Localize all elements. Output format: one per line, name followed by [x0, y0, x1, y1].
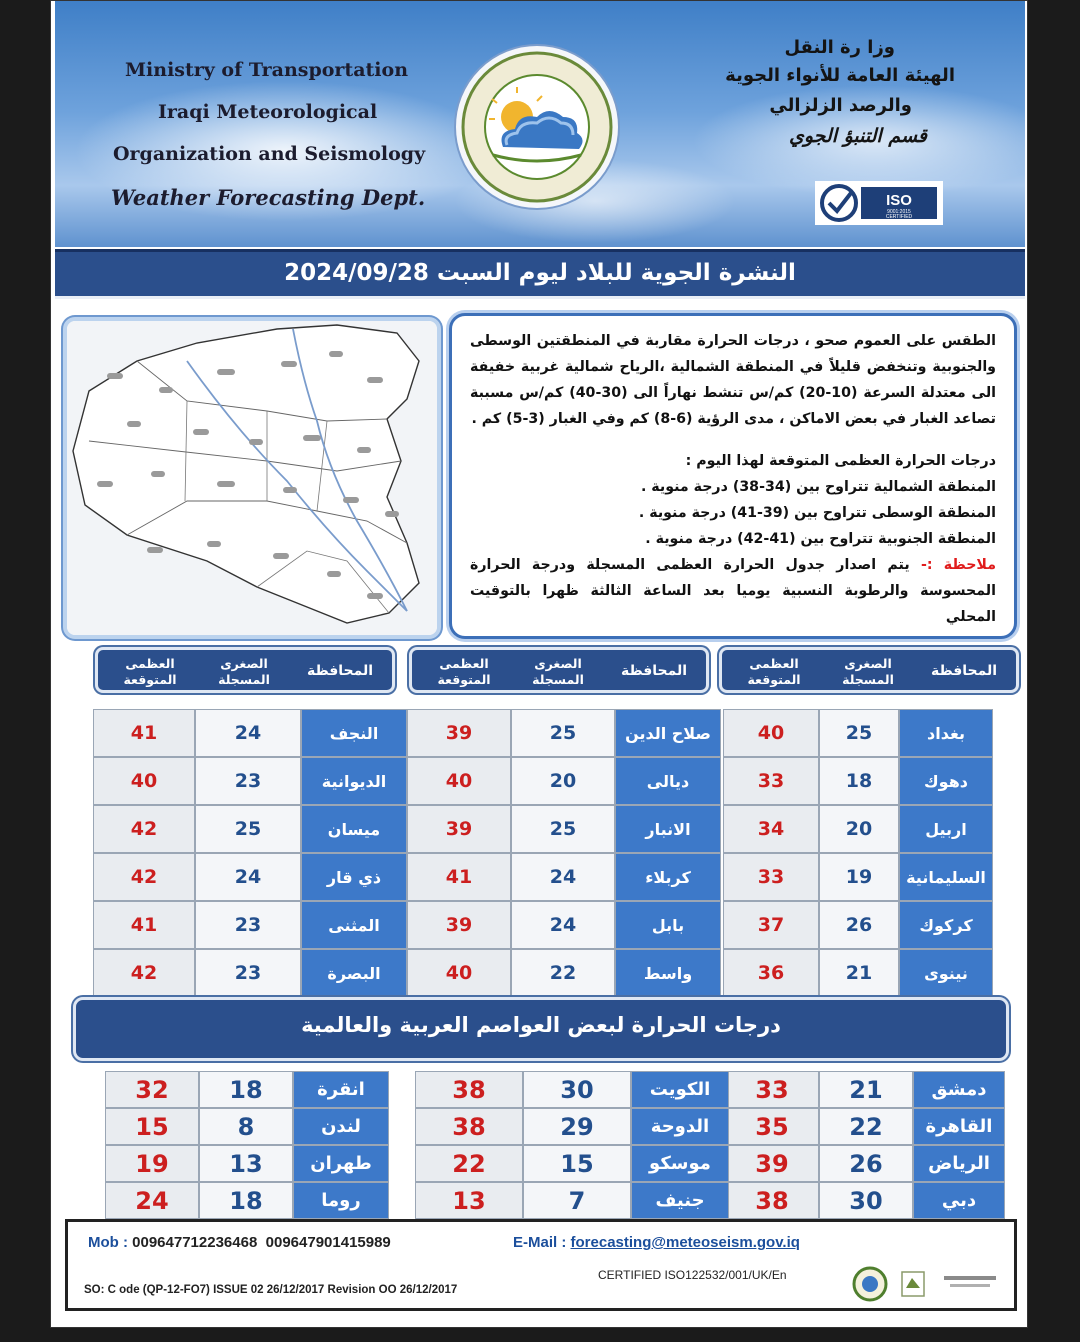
max-temp-cell: 33 [725, 1071, 819, 1108]
header-province: المحافظة [306, 663, 374, 679]
header-province: المحافظة [930, 663, 998, 679]
max-temp-cell: 40 [407, 949, 511, 997]
min-temp-cell: 26 [819, 1145, 913, 1182]
table-row [105, 1145, 389, 1182]
north-region: المنطقة الشمالية تتراوح بين (34-38) درجة منوية . [640, 479, 996, 495]
min-temp-cell: 7 [523, 1182, 631, 1219]
max-temp-cell: 39 [407, 805, 511, 853]
min-temp-cell: 25 [511, 805, 615, 853]
min-temp-cell: 25 [819, 709, 899, 757]
dept-ar: قسم التنبؤ الجوي [788, 125, 927, 147]
max-temp-cell: 41 [93, 901, 195, 949]
max-temp-cell: 41 [93, 709, 195, 757]
province-name-cell: المثنى [301, 901, 407, 949]
table-row [725, 1071, 1005, 1108]
min-temp-cell: 23 [195, 757, 301, 805]
max-temp-cell: 38 [725, 1182, 819, 1219]
table-row [105, 1182, 389, 1219]
max-temp-cell: 35 [725, 1108, 819, 1145]
province-name-cell: البصرة [301, 949, 407, 997]
min-temp-cell: 18 [199, 1182, 293, 1219]
province-name-cell: السليمانية [899, 853, 993, 901]
middle-region: المنطقة الوسطى تتراوح بين (39-41) درجة منوية . [638, 505, 996, 521]
org-ar-line2: والرصد الزلزالي [769, 95, 912, 116]
min-temp-cell: 13 [199, 1145, 293, 1182]
province-name-cell: صلاح الدين [615, 709, 721, 757]
table-row [407, 949, 721, 997]
bulletin-title: النشرة الجوية للبلاد ليوم السبت 2024/09/28 [284, 260, 796, 286]
table-row [407, 805, 721, 853]
table-row [725, 1182, 1005, 1219]
table-row [725, 1145, 1005, 1182]
table-header-middle [409, 647, 709, 693]
table-row [93, 757, 407, 805]
ministry-en: Ministry of Transportation [125, 59, 409, 81]
mobile-number-1[interactable]: 009647712236468 [132, 1234, 258, 1251]
min-temp-cell: 25 [195, 805, 301, 853]
min-temp-cell: 24 [511, 853, 615, 901]
capitals-header [73, 997, 1009, 1061]
province-name-cell: دهوك [899, 757, 993, 805]
min-temp-cell: 25 [511, 709, 615, 757]
max-temp-cell: 42 [93, 949, 195, 997]
max-temp-cell: 38 [415, 1108, 523, 1145]
min-temp-cell: 24 [511, 901, 615, 949]
province-name-cell: ذي قار [301, 853, 407, 901]
table-row [407, 901, 721, 949]
province-name-cell: دبي [913, 1182, 1005, 1219]
mobile-label: Mob : [88, 1234, 128, 1251]
min-temp-cell: 23 [195, 949, 301, 997]
table-header-left [95, 647, 395, 693]
south-region: المنطقة الجنوبية تتراوح بين (41-42) درجة منوية . [645, 531, 996, 547]
min-temp-cell: 22 [819, 1108, 913, 1145]
org-en-line2: Organization and Seismology [113, 143, 426, 165]
min-temp-cell: 21 [819, 949, 899, 997]
province-name-cell: بغداد [899, 709, 993, 757]
note-text: يتم اصدار جدول الحرارة العظمى المسجلة ودرجة الحرارة المحسوسة والرطوبة النسبية يوميا بعد الساعة الثالثة ظهرا بالتوقيت المحلي [470, 557, 996, 625]
province-name-cell: جنيف [631, 1182, 729, 1219]
table-header-right [719, 647, 1019, 693]
max-temp-cell: 22 [415, 1145, 523, 1182]
capitals-table-left [105, 1071, 389, 1219]
mobile-number-2[interactable]: 009647901415989 [265, 1234, 391, 1251]
province-name-cell: طهران [293, 1145, 389, 1182]
header-max: العظمى المتوقعة [437, 656, 491, 687]
capitals-table-right [725, 1071, 1005, 1219]
table-row [723, 709, 993, 757]
province-name-cell: انقرة [293, 1071, 389, 1108]
province-table-left [93, 709, 407, 997]
max-temp-cell: 32 [105, 1071, 199, 1108]
table-row [415, 1145, 729, 1182]
min-temp-cell: 19 [819, 853, 899, 901]
province-name-cell: اربيل [899, 805, 993, 853]
max-temp-cell: 40 [723, 709, 819, 757]
min-temp-cell: 23 [195, 901, 301, 949]
province-name-cell: النجف [301, 709, 407, 757]
max-temp-cell: 24 [105, 1182, 199, 1219]
footer [65, 1219, 1017, 1311]
iraq-map [63, 317, 441, 639]
province-name-cell: روما [293, 1182, 389, 1219]
max-temp-cell: 40 [407, 757, 511, 805]
table-row [93, 901, 407, 949]
province-name-cell: لندن [293, 1108, 389, 1145]
max-temp-cell: 33 [723, 853, 819, 901]
max-temp-cell: 34 [723, 805, 819, 853]
max-temp-cell: 15 [105, 1108, 199, 1145]
header-max: العظمى المتوقعة [747, 656, 801, 687]
province-name-cell: كربلاء [615, 853, 721, 901]
province-name-cell: الديوانية [301, 757, 407, 805]
min-temp-cell: 24 [195, 853, 301, 901]
min-temp-cell: 29 [523, 1108, 631, 1145]
bulletin-page [50, 0, 1028, 1328]
table-row [723, 901, 993, 949]
table-row [415, 1108, 729, 1145]
iso-cert: CERTIFIED [885, 214, 913, 220]
province-name-cell: القاهرة [913, 1108, 1005, 1145]
province-name-cell: بابل [615, 901, 721, 949]
header-min: الصغرى المسجلة [218, 656, 270, 687]
document-code: SO: C ode (QP-12-FO7) ISSUE 02 26/12/2017 Revision OO 26/12/2017 [84, 1284, 458, 1296]
title-bar [55, 249, 1025, 299]
iso-badge [815, 181, 943, 225]
max-temp-cell: 19 [105, 1145, 199, 1182]
email-line [513, 1234, 800, 1251]
min-temp-cell: 15 [523, 1145, 631, 1182]
province-name-cell: ميسان [301, 805, 407, 853]
table-row [93, 709, 407, 757]
province-name-cell: الرياض [913, 1145, 1005, 1182]
max-temp-cell: 40 [93, 757, 195, 805]
min-temp-cell: 24 [195, 709, 301, 757]
header-min: الصغرى المسجلة [532, 656, 584, 687]
min-temp-cell: 18 [819, 757, 899, 805]
table-row [415, 1071, 729, 1108]
table-row [723, 805, 993, 853]
province-name-cell: ديالى [615, 757, 721, 805]
max-temp-cell: 42 [93, 853, 195, 901]
province-table-middle [407, 709, 721, 997]
max-temp-cell: 39 [725, 1145, 819, 1182]
min-temp-cell: 26 [819, 901, 899, 949]
min-temp-cell: 30 [523, 1071, 631, 1108]
email-link[interactable]: forecasting@meteoseism.gov.iq [570, 1234, 800, 1251]
province-name-cell: نينوى [899, 949, 993, 997]
min-temp-cell: 8 [199, 1108, 293, 1145]
table-row [407, 757, 721, 805]
header-max: العظمى المتوقعة [123, 656, 177, 687]
max-temp-cell: 13 [415, 1182, 523, 1219]
capitals-table-middle [415, 1071, 729, 1219]
province-name-cell: دمشق [913, 1071, 1005, 1108]
table-row [407, 853, 721, 901]
min-temp-cell: 22 [511, 949, 615, 997]
province-name-cell: الدوحة [631, 1108, 729, 1145]
province-name-cell: واسط [615, 949, 721, 997]
table-row [415, 1182, 729, 1219]
table-row [723, 853, 993, 901]
table-row [407, 709, 721, 757]
mobile-numbers [88, 1234, 391, 1251]
org-en-line1: Iraqi Meteorological [158, 101, 378, 123]
table-row [105, 1108, 389, 1145]
table-row [723, 949, 993, 997]
province-table-right [723, 709, 993, 997]
table-row [93, 853, 407, 901]
forecast-note [470, 552, 996, 630]
min-temp-cell: 20 [819, 805, 899, 853]
max-temp-cell: 42 [93, 805, 195, 853]
ministry-ar: وزا رة النقل [784, 37, 895, 58]
province-name-cell: كركوك [899, 901, 993, 949]
forecast-text-box [449, 313, 1017, 639]
min-temp-cell: 21 [819, 1071, 913, 1108]
max-temp-cell: 33 [723, 757, 819, 805]
footer-logos [848, 1262, 1008, 1302]
province-name-cell: موسكو [631, 1145, 729, 1182]
table-row [723, 757, 993, 805]
iso-sub: 9001:2015 [887, 209, 911, 215]
header-banner [55, 1, 1025, 247]
max-temp-cell: 39 [407, 709, 511, 757]
email-label: E-Mail : [513, 1234, 567, 1251]
min-temp-cell: 18 [199, 1071, 293, 1108]
header-province: المحافظة [620, 663, 688, 679]
max-temp-cell: 39 [407, 901, 511, 949]
table-row [725, 1108, 1005, 1145]
table-row [93, 949, 407, 997]
min-temp-cell: 20 [511, 757, 615, 805]
max-temp-cell: 36 [723, 949, 819, 997]
max-temp-cell: 41 [407, 853, 511, 901]
max-temp-cell: 37 [723, 901, 819, 949]
certified-text: CERTIFIED ISO122532/001/UK/En [598, 1268, 787, 1282]
dept-en: Weather Forecasting Dept. [111, 185, 426, 210]
province-name-cell: الكويت [631, 1071, 729, 1108]
min-temp-cell: 30 [819, 1182, 913, 1219]
organization-logo [453, 43, 621, 211]
max-temp-title: درجات الحرارة العظمى المتوقعة لهذا اليوم : [685, 453, 996, 469]
org-ar-line1: الهيئة العامة للأنواء الجوية [725, 65, 955, 86]
note-label: ملاحظة :- [920, 557, 996, 573]
forecast-general: الطقس على العموم صحو ، درجات الحرارة مقاربة في المنطقتين الوسطى والجنوبية وتنخفض قليلاً في المنطقة الشمالية ،الرياح شمالية غربية خفيفة الى معتدلة السرعة (10-20) كم/س تنشط نهاراً الى (30-40) كم/س مسببة تصاعد الغبار في بعض الاماكن ، مدى الرؤية (6-8) كم وفي الغبار (3-5) كم . [470, 333, 997, 427]
iso-label: ISO [886, 192, 912, 209]
max-temp-cell: 38 [415, 1071, 523, 1108]
header-min: الصغرى المسجلة [842, 656, 894, 687]
capitals-title: درجات الحرارة لبعض العواصم العربية والعالمية [301, 1013, 781, 1037]
table-row [105, 1071, 389, 1108]
table-row [93, 805, 407, 853]
map-drawing [67, 321, 437, 635]
province-name-cell: الانبار [615, 805, 721, 853]
